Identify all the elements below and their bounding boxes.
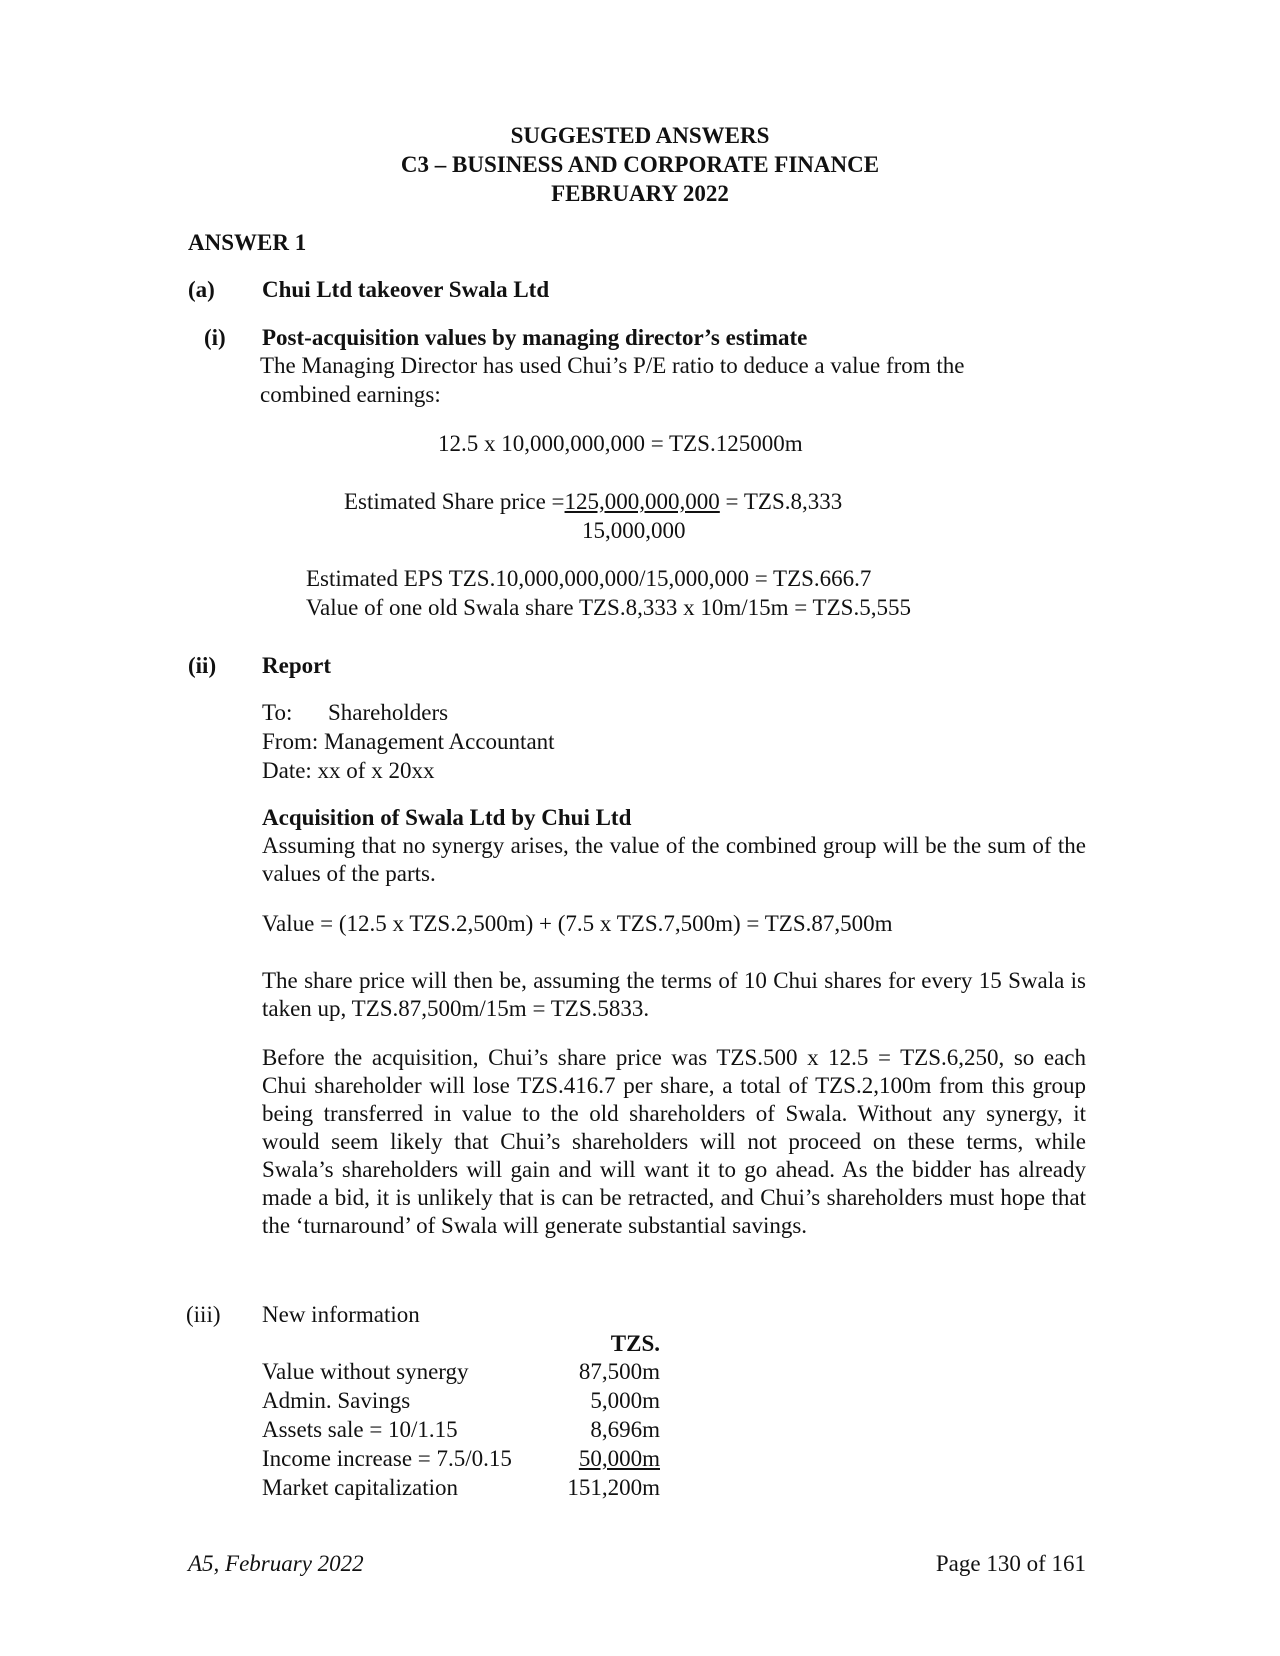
header-line-3: FEBRUARY 2022 (551, 181, 729, 206)
part-iii-title: New information (262, 1302, 420, 1327)
report-subheading: Acquisition of Swala Ltd by Chui Ltd (262, 805, 632, 830)
part-iii-label: (iii) (186, 1302, 221, 1327)
estimated-eps-line: Estimated EPS TZS.10,000,000,000/15,000,000 = TZS.666.7 (306, 566, 872, 591)
footer-page-number: Page 130 of 161 (935, 1551, 1086, 1576)
share-price-result: = TZS.8,333 (719, 489, 843, 514)
header-line-1: SUGGESTED ANSWERS (510, 123, 770, 148)
table-row-label: Income increase = 7.5/0.15 (262, 1446, 512, 1471)
income-increase-value: 50,000m (578, 1446, 660, 1471)
part-ii-label: (ii) (188, 653, 217, 678)
part-i-para-line-1: The Managing Director has used Chui’s P/E ratio to deduce a value from the (260, 353, 965, 378)
calc-combined-value: 12.5 x 10,000,000,000 = TZS.125000m (438, 431, 803, 456)
table-row-value: 87,500m (578, 1359, 660, 1384)
part-i-para-line-2: combined earnings: (260, 382, 441, 407)
share-price-numerator: 125,000,000,000 (564, 489, 720, 514)
footer-left: A5, February 2022 (188, 1551, 364, 1576)
table-row-value: 5,000m (590, 1388, 660, 1413)
report-to-label: To: (262, 700, 293, 725)
table-row-label: Assets sale = 10/1.15 (262, 1417, 458, 1442)
swala-share-value-line: Value of one old Swala share TZS.8,333 x 10m/15m = TZS.5,555 (306, 595, 911, 620)
table-row-value: 8,696m (590, 1417, 660, 1442)
report-date-line: Date: xx of x 20xx (262, 758, 435, 783)
report-paragraph-before-acquisition: Before the acquisition, Chui’s share price was TZS.500 x 12.5 = TZS.6,250, so each Chui shareholder will lose TZS.416.7 per share, a total of TZS.2,100m from this group being transferred in value to the old shareholders of Swala. Without any synergy, it would seem likely that Chui’s shareholders will not proceed on these terms, while Swala’s shareholders will gain and will want it to go ahead. As the bidder has already made a bid, it is unlikely that is can be retracted, and Chui’s shareholders must hope that the ‘turnaround’ of Swala will generate substantial savings. (262, 1045, 1086, 1238)
part-a-label: (a) (188, 277, 215, 302)
table-row-value-underlined (500, 1445, 660, 1473)
table-row-value: 151,200m (567, 1475, 660, 1500)
report-paragraph-synergy: Assuming that no synergy arises, the value of the combined group will be the sum of the values of the parts. (262, 833, 1086, 886)
report-paragraph-share-price: The share price will then be, assuming the terms of 10 Chui shares for every 15 Swala is taken up, TZS.87,500m/15m = TZS.5833. (262, 968, 1086, 1021)
table-row-label: Value without synergy (262, 1359, 469, 1384)
part-a-title: Chui Ltd takeover Swala Ltd (262, 277, 550, 302)
part-i-label: (i) (204, 325, 226, 350)
part-i-title: Post-acquisition values by managing director’s estimate (262, 325, 808, 350)
header-line-2: C3 – BUSINESS AND CORPORATE FINANCE (400, 152, 880, 177)
share-price-denominator: 15,000,000 (582, 518, 686, 543)
currency-header: TZS. (610, 1331, 660, 1356)
report-from-line: From: Management Accountant (262, 729, 555, 754)
answer-heading: ANSWER 1 (188, 230, 307, 255)
report-to-value: Shareholders (328, 700, 449, 725)
table-row-label: Market capitalization (262, 1475, 459, 1500)
report-value-line: Value = (12.5 x TZS.2,500m) + (7.5 x TZS.7,500m) = TZS.87,500m (262, 911, 893, 936)
share-price-formula (344, 488, 842, 516)
table-row-label: Admin. Savings (262, 1388, 411, 1413)
part-ii-title: Report (262, 653, 331, 678)
share-price-prefix: Estimated Share price = (344, 489, 565, 514)
